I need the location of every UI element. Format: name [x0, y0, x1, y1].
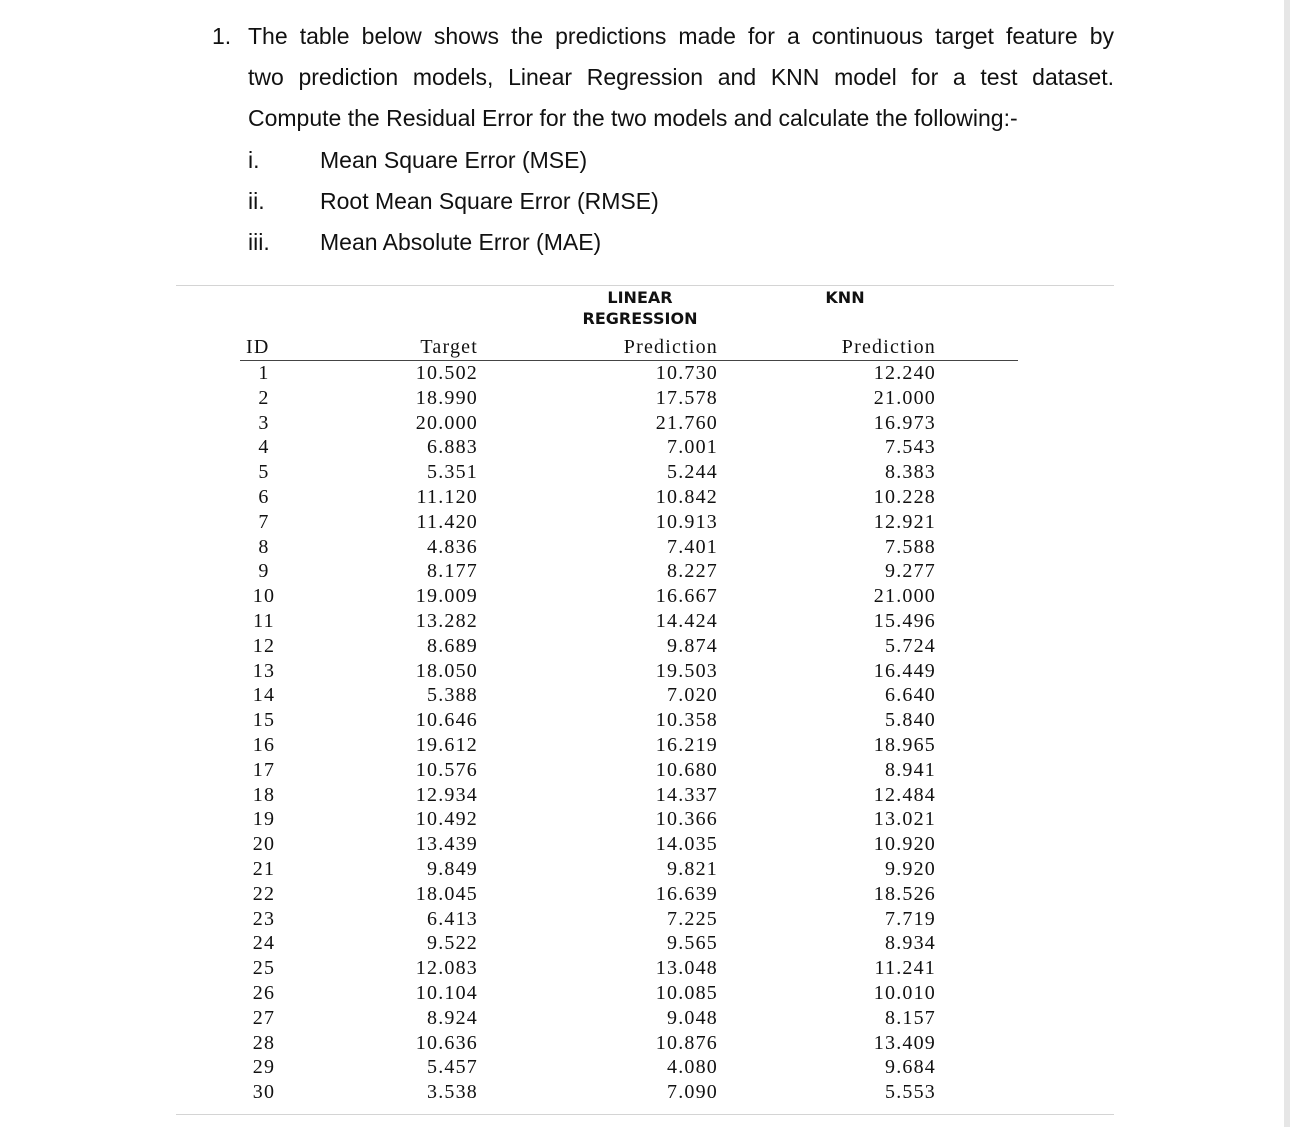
- cell-target: 5.457: [427, 1056, 478, 1079]
- cell-id: 21: [252, 857, 276, 880]
- cell-id: 22: [252, 882, 276, 905]
- cell-knn-prediction: 10.920: [873, 833, 936, 856]
- cell-target: 8.177: [427, 560, 478, 583]
- cell-lr-prediction: 10.085: [655, 981, 718, 1004]
- question-number: 1.: [212, 23, 232, 49]
- table-bottom-rule: [176, 1114, 1114, 1115]
- cell-knn-prediction: 10.228: [873, 485, 936, 508]
- table-row: [240, 981, 1020, 1006]
- cell-lr-prediction: 10.366: [655, 808, 718, 831]
- cell-id: 4: [258, 436, 270, 459]
- cell-id: 14: [252, 684, 276, 707]
- question-line-3: Compute the Residual Error for the two models and calculate the following:-: [248, 105, 1018, 131]
- cell-knn-prediction: 9.684: [885, 1056, 936, 1079]
- cell-id: 28: [252, 1031, 276, 1054]
- cell-lr-prediction: 14.337: [655, 783, 718, 806]
- cell-target: 12.083: [415, 957, 478, 980]
- question-line-2: two prediction models, Linear Regression and KNN model for a test dataset.: [248, 64, 1114, 90]
- cell-target: 11.120: [416, 485, 478, 508]
- table-row: [240, 634, 1020, 659]
- linear-header-line-2: REGRESSION: [582, 309, 698, 328]
- cell-target: 8.689: [427, 634, 478, 657]
- cell-knn-prediction: 21.000: [873, 386, 936, 409]
- question-line-1: The table below shows the predictions made for a continuous target feature by: [248, 23, 1114, 49]
- cell-knn-prediction: 8.157: [885, 1006, 936, 1029]
- cell-lr-prediction: 19.503: [655, 659, 718, 682]
- table-row: [240, 683, 1020, 708]
- cell-target: 9.849: [427, 857, 478, 880]
- cell-knn-prediction: 8.941: [885, 758, 936, 781]
- table-row: [240, 535, 1020, 560]
- cell-lr-prediction: 8.227: [667, 560, 718, 583]
- table-row: [240, 361, 1020, 386]
- table-row: [240, 1031, 1020, 1056]
- cell-lr-prediction: 14.035: [655, 833, 718, 856]
- cell-target: 5.351: [427, 461, 478, 484]
- table-row: [240, 931, 1020, 956]
- cell-lr-prediction: 9.565: [667, 932, 718, 955]
- cell-knn-prediction: 13.021: [873, 808, 936, 831]
- cell-knn-prediction: 9.277: [885, 560, 936, 583]
- cell-target: 19.612: [415, 733, 478, 756]
- cell-knn-prediction: 10.010: [873, 981, 936, 1004]
- column-header-lr-prediction: Prediction: [623, 336, 718, 358]
- cell-knn-prediction: 7.543: [885, 436, 936, 459]
- table-row: [240, 485, 1020, 510]
- cell-knn-prediction: 21.000: [873, 585, 936, 608]
- cell-lr-prediction: 10.842: [655, 485, 718, 508]
- cell-id: 2: [258, 386, 270, 409]
- cell-lr-prediction: 10.876: [655, 1031, 718, 1054]
- table-row: [240, 1055, 1020, 1080]
- table-row: [240, 1080, 1020, 1105]
- cell-id: 17: [252, 758, 276, 781]
- cell-lr-prediction: 4.080: [667, 1056, 718, 1079]
- cell-target: 13.439: [415, 833, 478, 856]
- cell-id: 13: [252, 659, 276, 682]
- table-top-rule: [176, 285, 1114, 286]
- table-row: [240, 510, 1020, 535]
- sub-item-rmse: Root Mean Square Error (RMSE): [320, 188, 659, 214]
- cell-lr-prediction: 7.090: [667, 1081, 718, 1104]
- cell-id: 12: [252, 634, 276, 657]
- cell-knn-prediction: 18.526: [873, 882, 936, 905]
- cell-id: 11: [253, 609, 275, 632]
- cell-knn-prediction: 12.240: [873, 362, 936, 384]
- table-row: [240, 832, 1020, 857]
- cell-lr-prediction: 14.424: [655, 609, 718, 632]
- cell-lr-prediction: 9.048: [667, 1006, 718, 1029]
- cell-target: 19.009: [415, 585, 478, 608]
- cell-id: 7: [258, 510, 270, 533]
- cell-target: 10.646: [415, 709, 478, 732]
- cell-target: 5.388: [427, 684, 478, 707]
- cell-knn-prediction: 12.484: [873, 783, 936, 806]
- cell-knn-prediction: 11.241: [874, 957, 936, 980]
- table-header-row: [240, 335, 1020, 359]
- cell-lr-prediction: 7.401: [667, 535, 718, 558]
- cell-knn-prediction: 16.449: [873, 659, 936, 682]
- cell-target: 18.050: [415, 659, 478, 682]
- cell-id: 20: [252, 833, 276, 856]
- cell-knn-prediction: 6.640: [885, 684, 936, 707]
- table-row: [240, 733, 1020, 758]
- cell-id: 10: [252, 585, 276, 608]
- sub-item-mae: Mean Absolute Error (MAE): [320, 229, 602, 255]
- table-row: [240, 708, 1020, 733]
- cell-knn-prediction: 12.921: [873, 510, 936, 533]
- table-row: [240, 435, 1020, 460]
- cell-id: 26: [252, 981, 276, 1004]
- cell-knn-prediction: 8.383: [885, 461, 936, 484]
- table-body: [240, 361, 1020, 1105]
- cell-id: 25: [252, 957, 276, 980]
- linear-regression-group-header: [560, 287, 720, 329]
- cell-id: 19: [252, 808, 276, 831]
- table-row: [240, 1006, 1020, 1031]
- cell-lr-prediction: 9.821: [667, 857, 718, 880]
- cell-target: 12.934: [415, 783, 478, 806]
- table-row: [240, 956, 1020, 981]
- cell-target: 10.104: [415, 981, 478, 1004]
- cell-id: 5: [258, 461, 270, 484]
- cell-id: 18: [252, 783, 276, 806]
- cell-id: 9: [258, 560, 270, 583]
- cell-lr-prediction: 10.680: [655, 758, 718, 781]
- cell-lr-prediction: 5.244: [667, 461, 718, 484]
- cell-lr-prediction: 16.667: [655, 585, 718, 608]
- cell-lr-prediction: 16.219: [655, 733, 718, 756]
- cell-knn-prediction: 7.588: [885, 535, 936, 558]
- table-row: [240, 659, 1020, 684]
- cell-knn-prediction: 5.724: [885, 634, 936, 657]
- cell-lr-prediction: 21.760: [655, 411, 718, 434]
- cell-knn-prediction: 15.496: [873, 609, 936, 632]
- cell-target: 13.282: [415, 609, 478, 632]
- table-row: [240, 907, 1020, 932]
- knn-group-header: KNN: [825, 288, 865, 307]
- table-row: [240, 783, 1020, 808]
- cell-knn-prediction: 18.965: [873, 733, 936, 756]
- table-row: [240, 411, 1020, 436]
- sub-item-number: ii.: [248, 188, 265, 214]
- table-row: [240, 882, 1020, 907]
- linear-header-line-1: LINEAR: [607, 288, 673, 307]
- table-row: [240, 559, 1020, 584]
- cell-target: 6.883: [427, 436, 478, 459]
- cell-lr-prediction: 17.578: [655, 386, 718, 409]
- cell-id: 23: [252, 907, 276, 930]
- cell-lr-prediction: 13.048: [655, 957, 718, 980]
- table-row: [240, 386, 1020, 411]
- cell-lr-prediction: 7.001: [667, 436, 718, 459]
- cell-id: 6: [258, 485, 270, 508]
- cell-lr-prediction: 9.874: [667, 634, 718, 657]
- cell-target: 3.538: [427, 1081, 478, 1104]
- table-row: [240, 857, 1020, 882]
- cell-target: 10.636: [415, 1031, 478, 1054]
- cell-id: 1: [258, 362, 270, 384]
- cell-target: 8.924: [427, 1006, 478, 1029]
- cell-knn-prediction: 8.934: [885, 932, 936, 955]
- cell-target: 9.522: [427, 932, 478, 955]
- cell-lr-prediction: 10.730: [655, 362, 718, 384]
- cell-id: 30: [252, 1081, 276, 1104]
- cell-id: 8: [258, 535, 270, 558]
- table-row: [240, 584, 1020, 609]
- cell-id: 3: [258, 411, 270, 434]
- cell-target: 20.000: [415, 411, 478, 434]
- sub-item-mse: Mean Square Error (MSE): [320, 147, 588, 173]
- cell-lr-prediction: 7.225: [667, 907, 718, 930]
- cell-lr-prediction: 10.358: [655, 709, 718, 732]
- page-right-edge: [1284, 0, 1290, 1127]
- table-row: [240, 758, 1020, 783]
- cell-target: 10.576: [415, 758, 478, 781]
- cell-target: 6.413: [427, 907, 478, 930]
- cell-target: 18.045: [415, 882, 478, 905]
- cell-knn-prediction: 7.719: [885, 907, 936, 930]
- cell-target: 18.990: [415, 386, 478, 409]
- cell-id: 16: [252, 733, 276, 756]
- cell-id: 15: [252, 709, 276, 732]
- cell-knn-prediction: 13.409: [873, 1031, 936, 1054]
- table-row: [240, 460, 1020, 485]
- cell-target: 10.492: [415, 808, 478, 831]
- cell-id: 27: [252, 1006, 276, 1029]
- cell-knn-prediction: 9.920: [885, 857, 936, 880]
- cell-id: 29: [252, 1056, 276, 1079]
- cell-target: 4.836: [427, 535, 478, 558]
- cell-target: 10.502: [415, 362, 478, 384]
- column-header-id: ID: [246, 336, 270, 358]
- cell-knn-prediction: 5.553: [885, 1081, 936, 1104]
- cell-lr-prediction: 10.913: [655, 510, 718, 533]
- cell-lr-prediction: 7.020: [667, 684, 718, 707]
- cell-lr-prediction: 16.639: [655, 882, 718, 905]
- table-row: [240, 807, 1020, 832]
- column-header-knn-prediction: Prediction: [841, 336, 936, 358]
- sub-item-number: i.: [248, 147, 260, 173]
- table-row: [240, 609, 1020, 634]
- cell-target: 11.420: [416, 510, 478, 533]
- cell-knn-prediction: 5.840: [885, 709, 936, 732]
- column-header-target: Target: [420, 336, 478, 358]
- sub-item-number: iii.: [248, 229, 270, 255]
- cell-knn-prediction: 16.973: [873, 411, 936, 434]
- cell-id: 24: [252, 932, 276, 955]
